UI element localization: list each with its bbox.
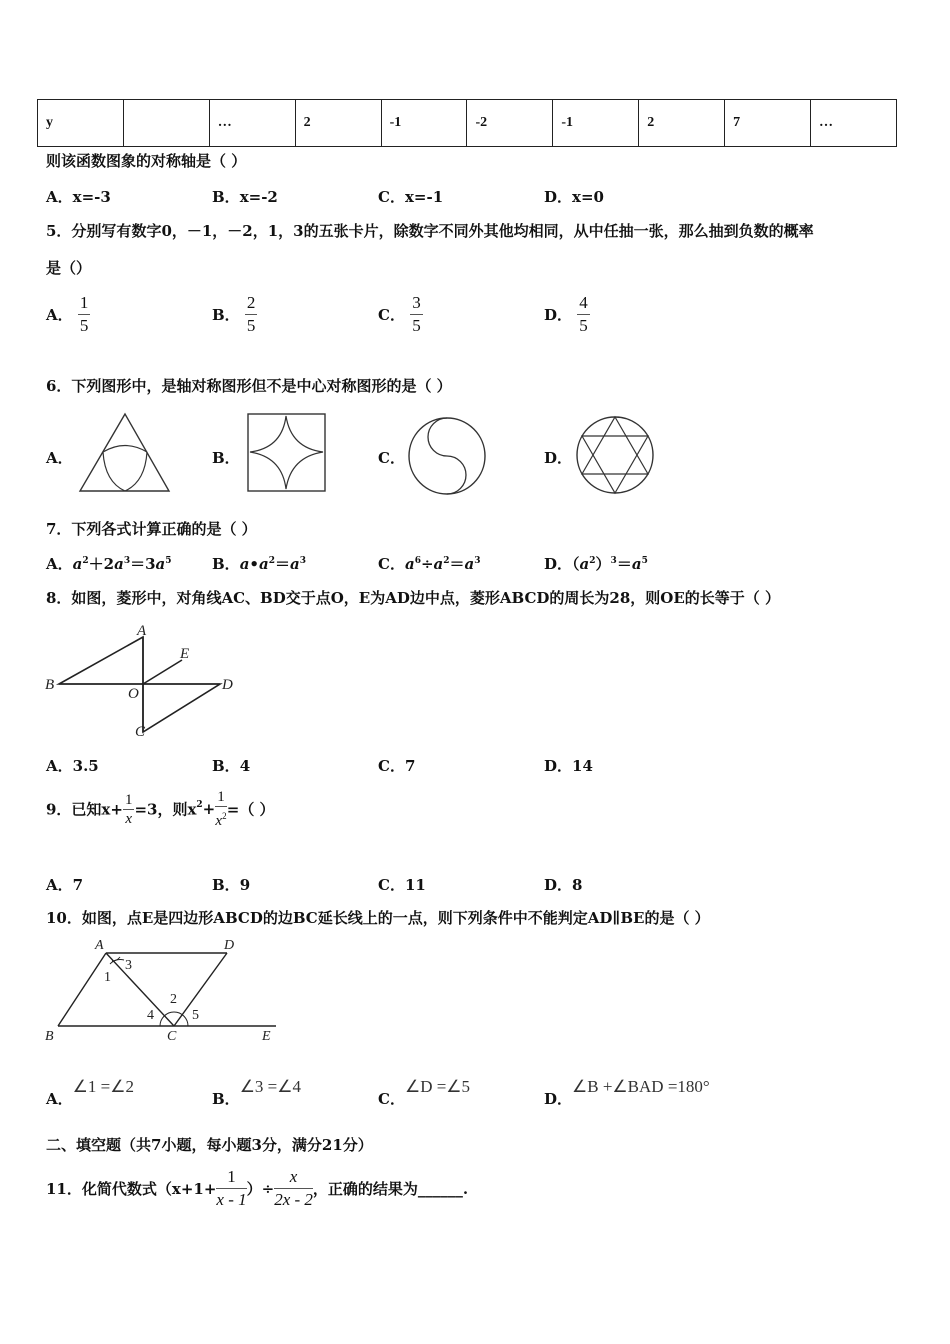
angle-label-1: 1	[104, 970, 111, 985]
fraction: $\frac{1}{5}$	[79, 293, 89, 335]
table-cell: -1	[553, 100, 639, 147]
hexagram-circle-figure[interactable]	[574, 414, 656, 496]
table-cell: 7	[725, 100, 811, 147]
q4-option-a[interactable]: A．x=-3	[46, 188, 111, 206]
table-cell: 2	[295, 100, 381, 147]
q9-option-d[interactable]: D．8	[544, 876, 583, 894]
q6-label-a[interactable]: A．	[46, 449, 73, 467]
q5-stem-line2: 是（）	[46, 259, 92, 277]
label-a: A	[95, 938, 104, 953]
q10-option-c[interactable]: C．∠D =∠5	[378, 1077, 471, 1108]
yin-yang-figure[interactable]	[406, 415, 488, 497]
q8-option-d[interactable]: D．14	[544, 757, 593, 775]
q5-option-c[interactable]: C． $\frac{3}{5}$	[378, 293, 421, 335]
fraction: $\frac{4}{5}$	[579, 293, 588, 335]
q9-option-a[interactable]: A．7	[46, 876, 84, 894]
fraction: $\frac{3}{5}$	[412, 293, 421, 335]
q11-stem: 11．化简代数式（x+1+ $\frac{1}{x - 1}$ ）÷ $\frac{x}{2x - 2}$ ，正确的结果为______.	[46, 1167, 469, 1209]
label-d: D	[224, 938, 235, 953]
angle-label-3: 3	[125, 958, 132, 973]
value-table	[37, 99, 897, 147]
q7-option-a[interactable]: A．$a^2+2a^3=3a^5$	[46, 555, 172, 573]
q6-stem: 6．下列图形中，是轴对称图形但不是中心对称图形的是（ ）	[46, 377, 452, 395]
q6-label-b[interactable]: B．	[212, 449, 240, 467]
table-cell: y	[38, 100, 124, 147]
q5-option-d[interactable]: D． $\frac{4}{5}$	[544, 293, 588, 335]
table-row	[38, 100, 897, 147]
section-title: 二、填空题（共7小题，每小题3分，满分21分）	[46, 1136, 373, 1154]
q4-stem: 则该函数图象的对称轴是（ ）	[46, 152, 247, 170]
q7-option-d[interactable]: D．$(a^2)^3=a^5$	[544, 555, 648, 573]
q10-option-d[interactable]: D．∠B +∠BAD =180°	[544, 1077, 710, 1108]
q7-stem: 7．下列各式计算正确的是（ ）	[46, 520, 257, 538]
q5-option-b[interactable]: B． $\frac{2}{5}$	[212, 293, 256, 335]
q5-option-a[interactable]: A． $\frac{1}{5}$	[46, 293, 89, 335]
q6-label-d[interactable]: D．	[544, 449, 573, 467]
angle-label-2: 2	[170, 992, 177, 1007]
table-cell: …	[209, 100, 295, 147]
q4-option-c[interactable]: C．x=-1	[378, 188, 444, 206]
angle-label-4: 4	[147, 1008, 154, 1023]
q8-option-a[interactable]: A．3.5	[46, 757, 99, 775]
table-cell: -2	[467, 100, 553, 147]
q10-option-a[interactable]: A．∠1 =∠2	[46, 1077, 134, 1108]
q7-option-c[interactable]: C．$a^6\div a^2=a^3$	[378, 555, 481, 573]
q7-option-b[interactable]: B．$a•a^2=a^3$	[212, 555, 307, 573]
table-cell: -1	[381, 100, 467, 147]
angle-label-5: 5	[192, 1008, 199, 1023]
quadrilateral-figure	[40, 933, 285, 1048]
table-cell: 2	[639, 100, 725, 147]
triangle-arcs-figure[interactable]	[78, 412, 172, 494]
square-star-figure[interactable]	[247, 413, 327, 493]
label-c: C	[135, 724, 146, 740]
q6-label-c[interactable]: C．	[378, 449, 405, 467]
label-e: E	[180, 646, 190, 662]
fraction: $\frac{1}{x}$	[124, 791, 133, 827]
fraction: $\frac{x}{2x - 2}$	[274, 1167, 313, 1209]
q4-option-d[interactable]: D．x=0	[544, 188, 604, 206]
q10-option-b[interactable]: B．∠3 =∠4	[212, 1077, 302, 1108]
label-a: A	[137, 623, 147, 639]
q8-option-b[interactable]: B．4	[212, 757, 251, 775]
fraction: $\frac{2}{5}$	[246, 293, 256, 335]
q4-option-b[interactable]: B．x=-2	[212, 188, 278, 206]
table-cell	[123, 100, 209, 147]
label-e: E	[262, 1029, 271, 1044]
q5-stem-line1: 5．分别写有数字0，－1，－2，1，3的五张卡片，除数字不同外其他均相同，从中任抽一张，那么抽到负数的概率	[46, 222, 814, 240]
fraction: $\frac{1}{x - 1}$	[216, 1167, 247, 1209]
q10-stem: 10．如图，点E是四边形ABCD的边BC延长线上的一点，则下列条件中不能判定AD∥BE的是（ ）	[46, 909, 710, 927]
label-o: O	[128, 686, 139, 702]
label-b: B	[45, 1029, 54, 1044]
rhombus-figure	[40, 620, 240, 740]
q8-stem: 8．如图，菱形中，对角线AC、BD交于点O，E为AD边中点，菱形ABCD的周长为28，则OE的长等于（ ）	[46, 589, 780, 607]
label-d: D	[222, 677, 233, 693]
label-c: C	[167, 1029, 177, 1044]
q9-option-c[interactable]: C．11	[378, 876, 426, 894]
label-b: B	[45, 677, 55, 693]
q8-option-c[interactable]: C．7	[378, 757, 416, 775]
q9-option-b[interactable]: B．9	[212, 876, 251, 894]
table-cell: …	[811, 100, 897, 147]
fraction: $\frac{1}{x^2}$	[215, 789, 227, 829]
q9-stem: 9．已知x+ $\frac{1}{x}$ =3，则$x^2+$ $\frac{1}{x^2}$ =（ ）	[46, 789, 275, 829]
